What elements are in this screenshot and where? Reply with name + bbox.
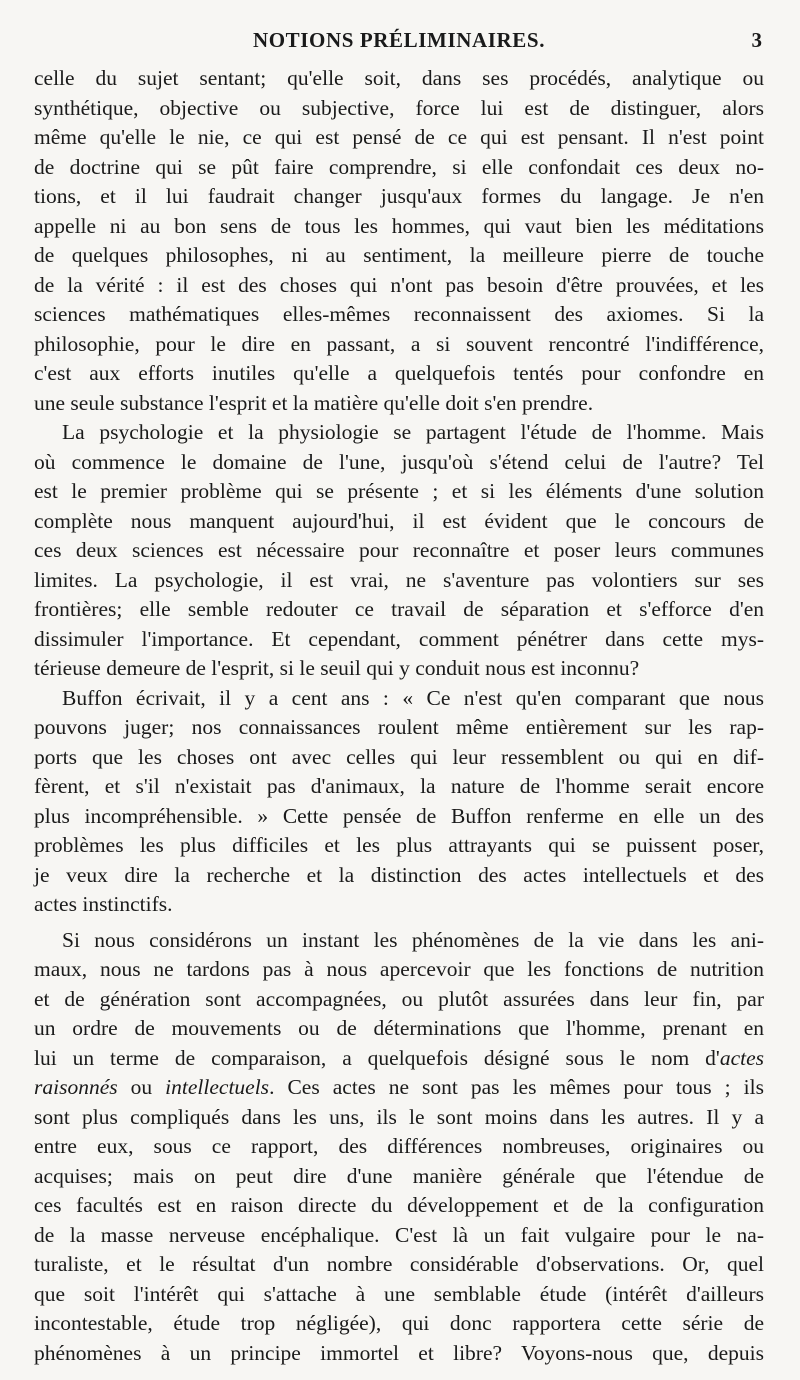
text-line: pouvons juger; nos connaissances roulent même entièrement sur les rap- [34, 715, 764, 739]
text-line: que soit l'intérêt qui s'attache à une semblable étude (intérêt d'ailleurs [34, 1281, 764, 1306]
text-line-with-italic [34, 1044, 764, 1074]
paragraph-2 [34, 418, 764, 684]
text-line: entre eux, sous ce rapport, des différences nombreuses, originaires ou [34, 1134, 764, 1158]
text-line: térieuse demeure de l'esprit, si le seuil qui y conduit nous est inconnu? [34, 656, 640, 680]
italic-term: raisonnés [34, 1075, 118, 1099]
text-line: limites. La psychologie, il est vrai, ne s'aventure pas volontiers sur ses [34, 567, 764, 592]
text-line: celle du sujet sentant; qu'elle soit, dans ses procédés, analytique ou [34, 66, 764, 90]
text-line: est le premier problème qui se présente ; et si les éléments d'une solution [34, 479, 764, 503]
text-line: ces deux sciences est nécessaire pour reconnaître et poser leurs communes [34, 538, 764, 562]
text-line: problèmes les plus difficiles et les plus attrayants qui se puissent poser, [34, 833, 764, 857]
text-segment: . Ces actes ne sont pas les mêmes pour tous ; ils [269, 1075, 764, 1099]
text-line: actes instinctifs. [34, 892, 173, 916]
text-line: frontières; elle semble redouter ce travail de séparation et s'efforce d'en [34, 597, 764, 621]
running-header [30, 28, 768, 60]
text-line: et de génération sont accompagnées, ou plutôt assurées dans leur fin, par [34, 986, 764, 1011]
italic-term: intellectuels [165, 1075, 270, 1099]
text-line: une seule substance l'esprit et la matière qu'elle doit s'en prendre. [34, 390, 594, 415]
text-line: de quelques philosophes, ni au sentiment, la meilleure pierre de touche [34, 243, 764, 267]
text-line: où commence le domaine de l'une, jusqu'où s'étend celui de l'autre? Tel [34, 449, 764, 474]
italic-term: actes [719, 1045, 764, 1070]
text-line: philosophie, pour le dire en passant, a si souvent rencontré l'indifférence, [34, 331, 764, 356]
paragraph-4 [34, 926, 764, 1369]
paragraph-3 [34, 684, 764, 920]
text-line: appelle ni au bon sens de tous les hommes, qui vaut bien les méditations [34, 213, 764, 238]
text-segment: lui un terme de comparaison, a quelquefois désigné sous le nom d' [34, 1045, 720, 1070]
text-line: turaliste, et le résultat d'un nombre considérable d'observations. Or, quel [34, 1252, 764, 1276]
paragraph-1 [34, 64, 764, 418]
text-line: sciences mathématiques elles-mêmes reconnaissent des axiomes. Si la [34, 302, 764, 326]
text-line-with-italic: raisonnés ou intellectuels. Ces actes ne sont pas les mêmes pour tous ; ils [34, 1075, 764, 1099]
text-line: ces facultés est en raison directe du développement et de la configuration [34, 1193, 764, 1217]
text-line: sont plus compliqués dans les uns, ils le sont moins dans les autres. Il y a [34, 1104, 764, 1129]
text-line: complète nous manquent aujourd'hui, il est évident que le concours de [34, 508, 764, 533]
text-line: un ordre de mouvements ou de déterminations que l'homme, prenant en [34, 1016, 764, 1040]
text-line: phénomènes à un principe immortel et libre? Voyons-nous que, depuis [34, 1340, 764, 1365]
text-line: plus incompréhensible. » Cette pensée de Buffon renferme en elle un des [34, 803, 764, 828]
text-line: même qu'elle le nie, ce qui est pensé de ce qui est pensant. Il n'est point [34, 125, 764, 149]
text-line: synthétique, objective ou subjective, force lui est de distinguer, alors [34, 95, 764, 120]
text-line: maux, nous ne tardons pas à nous apercevoir que les fonctions de nutrition [34, 957, 764, 981]
text-line: acquises; mais on peut dire d'une manière générale que l'étendue de [34, 1163, 764, 1188]
text-line: La psychologie et la physiologie se partagent l'étude de l'homme. Mais [62, 420, 764, 444]
text-line: Buffon écrivait, il y a cent ans : « Ce n'est qu'en comparant que nous [62, 685, 764, 710]
text-line: de la vérité : il est des choses qui n'ont pas besoin d'être prouvées, et les [34, 272, 764, 297]
text-line: tions, et il lui faudrait changer jusqu'aux formes du langage. Je n'en [34, 184, 764, 208]
text-line: Si nous considérons un instant les phénomènes de la vie dans les ani- [62, 927, 764, 952]
body-text [34, 64, 764, 1368]
text-line: incontestable, étude trop négligée), qui donc rapportera cette série de [34, 1311, 764, 1335]
running-title: NOTIONS PRÉLIMINAIRES. [252, 28, 546, 52]
text-line: je veux dire la recherche et la distinction des actes intellectuels et des [34, 862, 764, 887]
text-line: de doctrine qui se pût faire comprendre, si elle confondait ces deux no- [34, 154, 764, 179]
page-number: 3 [751, 28, 762, 52]
text-line: c'est aux efforts inutiles qu'elle a quelquefois tentés pour confondre en [34, 361, 764, 385]
text-line: ports que les choses ont avec celles qui leur ressemblent ou qui en dif- [34, 744, 764, 769]
text-line: dissimuler l'importance. Et cependant, comment pénétrer dans cette mys- [34, 626, 764, 651]
text-line: fèrent, et s'il n'existait pas d'animaux, la nature de l'homme serait encore [34, 774, 764, 798]
text-line: de la masse nerveuse encéphalique. C'est là un fait vulgaire pour le na- [34, 1222, 764, 1247]
